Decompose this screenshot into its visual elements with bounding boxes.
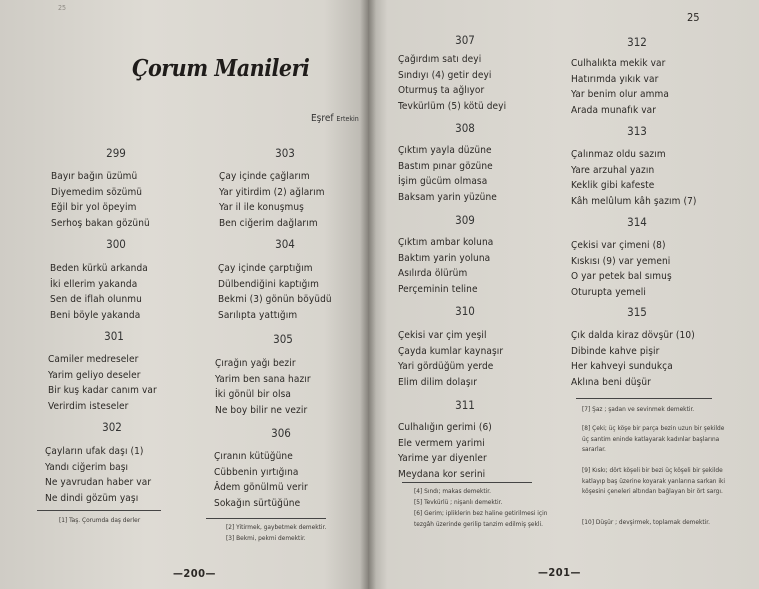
verse-line: Oturupta yemeli <box>571 286 646 298</box>
stanza-number: 312 <box>627 35 647 49</box>
stanza <box>215 356 311 418</box>
verse-line: Çıktım ambar koluna <box>398 237 494 248</box>
verse-line: Çayların ufak daşı (1) <box>45 446 144 457</box>
footnote: [10] Düşür ; devşirmek, toplamak demektir. <box>582 518 710 526</box>
verse-line: Çalınmaz oldu sazım <box>571 149 666 160</box>
stanza <box>51 169 150 231</box>
author-first-name: Eşref <box>311 113 334 124</box>
stanza-number: 299 <box>106 146 126 160</box>
verse-line: Camiler medreseler <box>48 354 139 365</box>
verse-line: Bekmi (3) gönün böyüdü <box>218 294 332 305</box>
footnote: [9] Kıskı; dört köşeli bir bezi üç köşeli bir şekilde katlayıp baş üzerine koyarak yanlarına sarkan iki köşesini çeneleri altından bağlayan bir ört sargı. <box>582 466 725 495</box>
verse-line: Keklik gibi kafeste <box>571 180 655 191</box>
stanza-number: 305 <box>273 332 293 346</box>
page-title: Çorum Manileri <box>132 55 310 82</box>
stanza <box>398 52 506 114</box>
verse-line: Meydana kor serini <box>398 468 486 480</box>
stanza <box>398 420 492 482</box>
verse-line: Yandı ciğerim başı <box>45 461 129 473</box>
verse-line: Yari gördüğüm yerde <box>398 361 494 372</box>
verse-line: Baksam yarin yüzüne <box>398 191 497 203</box>
footnote-rule <box>576 398 712 399</box>
verse-line: Arada munafık var <box>571 104 657 116</box>
verse-line: Hatırımda yıkık var <box>571 73 659 85</box>
verse-line: Oturmuş ta ağlıyor <box>398 85 485 96</box>
verse-line: Sen de iflah olunmu <box>50 294 142 305</box>
verse-line: Çay içinde çağlarım <box>219 171 310 182</box>
verse-line: Çekisi var çim yeşil <box>398 330 487 341</box>
verse-line: Yarim ben sana hazır <box>215 373 311 385</box>
stanza-number: 313 <box>627 124 647 138</box>
verse-line: Culhalığın gerimi (6) <box>398 422 492 433</box>
verse-line: Ben ciğerim dağlarım <box>219 217 318 229</box>
right-page <box>368 0 759 589</box>
stanza <box>571 147 697 209</box>
verse-line: Beni böyle yakanda <box>50 309 141 321</box>
verse-line: Culhalıkta mekik var <box>571 58 666 69</box>
verse-line: Cübbenin yırtığına <box>214 466 299 478</box>
verse-line: Yar yitirdim (2) ağlarım <box>219 186 325 198</box>
verse-line: Ne boy bilir ne vezir <box>215 404 308 416</box>
verse-line: Perçeminin teline <box>398 283 478 295</box>
footnote: [3] Bekmi, pekmi demektir. <box>226 534 306 542</box>
author-name <box>311 113 359 124</box>
footnote-rule <box>402 482 532 483</box>
footnote-rule <box>206 518 326 519</box>
stanza <box>45 444 151 506</box>
verse-line: Bayır bağın üzümü <box>51 171 138 182</box>
book-gutter-shadow <box>360 0 376 589</box>
footnote: [8] Çeki; üç köşe bir parça bezin uzun bir şekilde üç santim eninde katlayarak kadınlar başlarına sararlar. <box>582 424 725 453</box>
verse-line: Yar benim olur amma <box>571 89 669 100</box>
stanza <box>214 449 308 511</box>
stanza-number: 309 <box>455 213 475 227</box>
verse-line: Yarime yar diyenler <box>398 453 487 464</box>
stanza-number: 304 <box>275 237 295 251</box>
verse-line: Ne yavrudan haber var <box>45 477 152 488</box>
verse-line: İşim gücüm olmasa <box>398 176 488 187</box>
verse-line: Çıranın kütüğüne <box>214 451 293 462</box>
verse-line: Tevkürlüm (5) kötü deyi <box>398 100 507 112</box>
stanza <box>398 235 493 297</box>
stanza <box>219 169 325 231</box>
verse-line: Yarim geliyo deseler <box>48 369 141 381</box>
verse-line: Kâh melûlum kâh şazım (7) <box>571 195 697 207</box>
footnote: [6] Gerim; ipliklerin bez haline getirilmesi için tezgâh üzerinde gerilip tanzim edilmiş şekli. <box>414 509 548 528</box>
verse-line: Çekisi var çimeni (8) <box>571 240 666 251</box>
verse-line: Âdem gönülmü verir <box>214 482 308 493</box>
stanza <box>571 328 695 390</box>
footnote: [4] Sındı; makas demektir. <box>414 487 491 495</box>
stanza <box>398 328 503 390</box>
bleed-through-page-number: 25 <box>58 4 67 12</box>
stanza-number: 306 <box>271 426 291 440</box>
stanza-number: 303 <box>275 146 295 160</box>
verse-line: Yar il ile konuşmuş <box>219 202 304 213</box>
stanza-number: 315 <box>627 305 647 319</box>
verse-line: Baktım yarin yoluna <box>398 252 491 264</box>
verse-line: Çağırdım satı deyi <box>398 54 482 65</box>
stanza-number: 314 <box>627 215 647 229</box>
footnote-rule <box>37 510 161 511</box>
stanza-number: 301 <box>104 329 124 343</box>
footnote: [5] Tevkürlü ; nişanlı demektir. <box>414 498 503 506</box>
page-number-top: 25 <box>687 11 700 24</box>
verse-line: Çırağın yağı bezir <box>215 358 296 369</box>
footnote: [1] Taş. Çorumda daş derler <box>59 516 141 524</box>
verse-line: Çıktım yayla düzüne <box>398 145 492 156</box>
verse-line: Kıskısı (9) var yemeni <box>571 255 671 267</box>
verse-line: Beden kürkü arkanda <box>50 263 148 274</box>
stanza <box>218 261 332 323</box>
verse-line: Çayda kumlar kaynaşır <box>398 345 504 357</box>
stanza <box>571 238 672 300</box>
verse-line: Dibinde kahve pişir <box>571 345 660 357</box>
stanza-number: 310 <box>455 304 475 318</box>
left-page <box>0 0 368 589</box>
stanza-number: 300 <box>106 237 126 251</box>
verse-line: Sokağın sürtüğüne <box>214 497 301 509</box>
stanza-number: 311 <box>455 398 475 412</box>
verse-line: Aklına beni düşür <box>571 376 651 388</box>
page-number: —201— <box>538 566 581 579</box>
verse-line: Diyemedim sözümü <box>51 186 143 198</box>
verse-line: Her kahveyi sundukça <box>571 361 673 372</box>
stanza <box>571 56 669 118</box>
stanza-number: 308 <box>455 121 475 135</box>
footnote: [2] Yitirmek, gaybetmek demektir. <box>226 523 327 531</box>
verse-line: Sındıyı (4) getir deyi <box>398 69 492 81</box>
verse-line: Asılırda ölürüm <box>398 268 468 279</box>
verse-line: Yare arzuhal yazın <box>571 164 655 176</box>
verse-line: Ele vermem yarimi <box>398 437 485 449</box>
verse-line: Ne dindi gözüm yaşı <box>45 492 139 504</box>
author-surname: Ertekin <box>336 115 359 123</box>
stanza-number: 307 <box>455 33 475 47</box>
stanza-number: 302 <box>102 420 122 434</box>
verse-line: Çay içinde çarptığım <box>218 263 313 274</box>
verse-line: Çık dalda kiraz dövşür (10) <box>571 330 695 341</box>
verse-line: Elim dilim dolaşır <box>398 376 478 388</box>
footnote: [7] Şaz ; şadan ve sevinmek demektir. <box>582 405 695 413</box>
verse-line: Serhoş bakan gözünü <box>51 217 150 229</box>
verse-line: Eğil bir yol öpeyim <box>51 202 137 213</box>
verse-line: Dülbendiğini kaptığım <box>218 278 319 290</box>
verse-line: Verirdim isteseler <box>48 400 129 412</box>
stanza <box>48 352 157 414</box>
stanza <box>50 261 148 323</box>
verse-line: İki ellerim yakanda <box>50 278 138 290</box>
stanza <box>398 143 497 205</box>
verse-line: Bastım pınar gözüne <box>398 160 493 172</box>
verse-line: Bir kuş kadar canım var <box>48 385 157 396</box>
page-number: —200— <box>173 567 216 580</box>
verse-line: İki gönül bir olsa <box>215 389 291 400</box>
verse-line: O yar petek bal sımuş <box>571 271 672 282</box>
verse-line: Sarılıpta yattığım <box>218 309 298 321</box>
